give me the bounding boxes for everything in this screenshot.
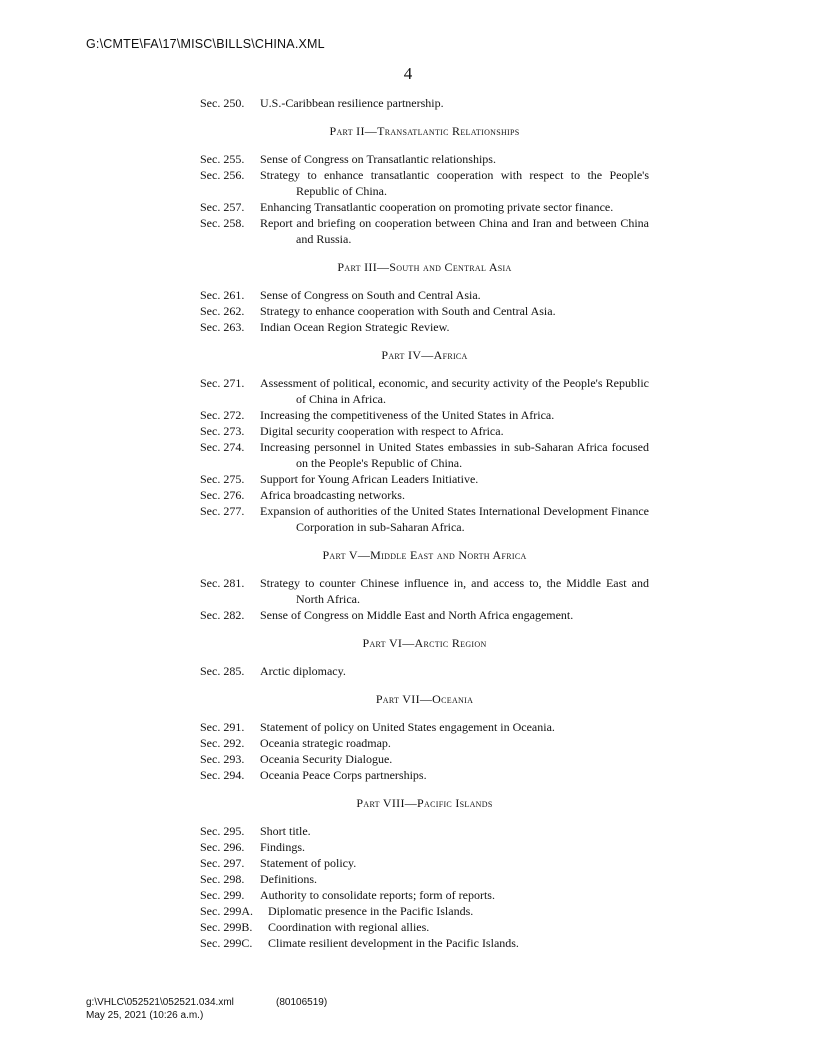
section-number: Sec. 276. [200,488,245,502]
section-title: Short title. [260,824,311,838]
toc-entry [200,303,649,319]
section-title: Expansion of authorities of the United States International Development Finance Corporation in sub-Saharan Africa. [260,504,649,534]
section-number: Sec. 277. [200,504,245,518]
section-title: Findings. [260,840,306,854]
section-title: Support for Young African Leaders Initiative. [260,472,479,486]
section-number: Sec. 271. [200,376,245,390]
toc-entry [200,663,649,679]
part-heading: Part VIII—Pacific Islands [356,796,493,810]
toc-entry [200,471,649,487]
section-number: Sec. 295. [200,824,245,838]
footer-file-id: g:\VHLC\052521\052521.034.xml [86,997,234,1008]
section-title: U.S.-Caribbean resilience partnership. [260,96,444,110]
toc-entry [200,439,649,471]
section-title: Arctic diplomacy. [260,664,346,678]
section-number: Sec. 261. [200,288,245,302]
toc-entry [200,319,649,335]
section-title: Oceania Peace Corps partnerships. [260,768,427,782]
toc-entry [200,215,649,247]
section-title: Enhancing Transatlantic cooperation on promoting private sector finance. [260,200,614,214]
section-title: Strategy to counter Chinese influence in, and access to, the Middle East and North Africa. [260,576,649,606]
section-title: Digital security cooperation with respect to Africa. [260,424,504,438]
section-number: Sec. 274. [200,440,245,454]
section-title: Authority to consolidate reports; form of reports. [260,888,495,902]
section-title: Diplomatic presence in the Pacific Islands. [268,904,474,918]
section-title: Indian Ocean Region Strategic Review. [260,320,450,334]
section-number: Sec. 294. [200,768,245,782]
toc-entry [200,375,649,407]
toc-entry [200,287,649,303]
section-title: Sense of Congress on Transatlantic relationships. [260,152,496,166]
section-number: Sec. 273. [200,424,245,438]
section-number: Sec. 291. [200,720,245,734]
part-heading: Part V—Middle East and North Africa [322,548,527,562]
toc-entry [200,871,649,887]
section-number: Sec. 297. [200,856,245,870]
toc-entry [200,919,649,935]
section-title: Strategy to enhance cooperation with South and Central Asia. [260,304,556,318]
toc-entry [200,167,649,199]
toc-entry [200,407,649,423]
section-title: Africa broadcasting networks. [260,488,405,502]
toc-entry [200,767,649,783]
section-number: Sec. 298. [200,872,245,886]
section-number: Sec. 299C. [200,936,253,950]
part-heading: Part VI—Arctic Region [362,636,487,650]
part-heading: Part VII—Oceania [375,692,474,706]
part-heading: Part IV—Africa [381,348,468,362]
table-of-contents [200,95,649,951]
section-title: Coordination with regional allies. [268,920,430,934]
toc-entry [200,823,649,839]
toc-entry [200,487,649,503]
footer-doc-code: (80106519) [276,997,328,1008]
section-title: Oceania strategic roadmap. [260,736,391,750]
toc-entry [200,839,649,855]
section-title: Climate resilient development in the Pacific Islands. [268,936,519,950]
toc-entry [200,751,649,767]
section-title: Oceania Security Dialogue. [260,752,393,766]
section-number: Sec. 258. [200,216,245,230]
section-number: Sec. 256. [200,168,245,182]
section-title: Strategy to enhance transatlantic cooperation with respect to the People's Republic of China. [260,168,649,198]
section-title: Statement of policy on United States engagement in Oceania. [260,720,555,734]
section-number: Sec. 296. [200,840,245,854]
toc-entry [200,855,649,871]
toc-entry [200,887,649,903]
section-title: Increasing the competitiveness of the United States in Africa. [260,408,555,422]
section-number: Sec. 257. [200,200,245,214]
toc-entry [200,735,649,751]
section-number: Sec. 275. [200,472,245,486]
section-title: Definitions. [260,872,317,886]
section-title: Assessment of political, economic, and security activity of the People's Republic of China in Africa. [260,376,649,406]
toc-entry [200,95,649,111]
section-number: Sec. 292. [200,736,245,750]
toc-entry [200,575,649,607]
section-number: Sec. 293. [200,752,245,766]
part-heading: Part III—South and Central Asia [337,260,512,274]
toc-entry [200,423,649,439]
toc-entry [200,935,649,951]
section-title: Sense of Congress on Middle East and North Africa engagement. [260,608,574,622]
section-title: Increasing personnel in United States embassies in sub-Saharan Africa focused on the People's Republic of China. [260,440,649,470]
footer-date: May 25, 2021 (10:26 a.m.) [86,1010,204,1021]
part-heading: Part II—Transatlantic Relationships [329,124,520,138]
section-number: Sec. 281. [200,576,245,590]
section-title: Report and briefing on cooperation between China and Iran and between China and Russia. [260,216,649,246]
section-number: Sec. 250. [200,96,245,110]
toc-entry [200,719,649,735]
section-title: Statement of policy. [260,856,357,870]
toc-entry [200,503,649,535]
document-footer [86,996,327,1022]
toc-entry [200,607,649,623]
toc-parts [200,123,649,951]
section-number: Sec. 299. [200,888,245,902]
page-number: 4 [403,64,413,83]
section-number: Sec. 255. [200,152,245,166]
section-number: Sec. 263. [200,320,245,334]
section-number: Sec. 272. [200,408,245,422]
section-number: Sec. 282. [200,608,245,622]
section-number: Sec. 262. [200,304,245,318]
section-number: Sec. 299A. [200,904,253,918]
toc-entry [200,903,649,919]
section-title: Sense of Congress on South and Central Asia. [260,288,481,302]
file-path-header: G:\CMTE\FA\17\MISC\BILLS\CHINA.XML [86,37,325,51]
toc-entry [200,151,649,167]
section-number: Sec. 299B. [200,920,253,934]
toc-entry [200,199,649,215]
section-number: Sec. 285. [200,664,245,678]
